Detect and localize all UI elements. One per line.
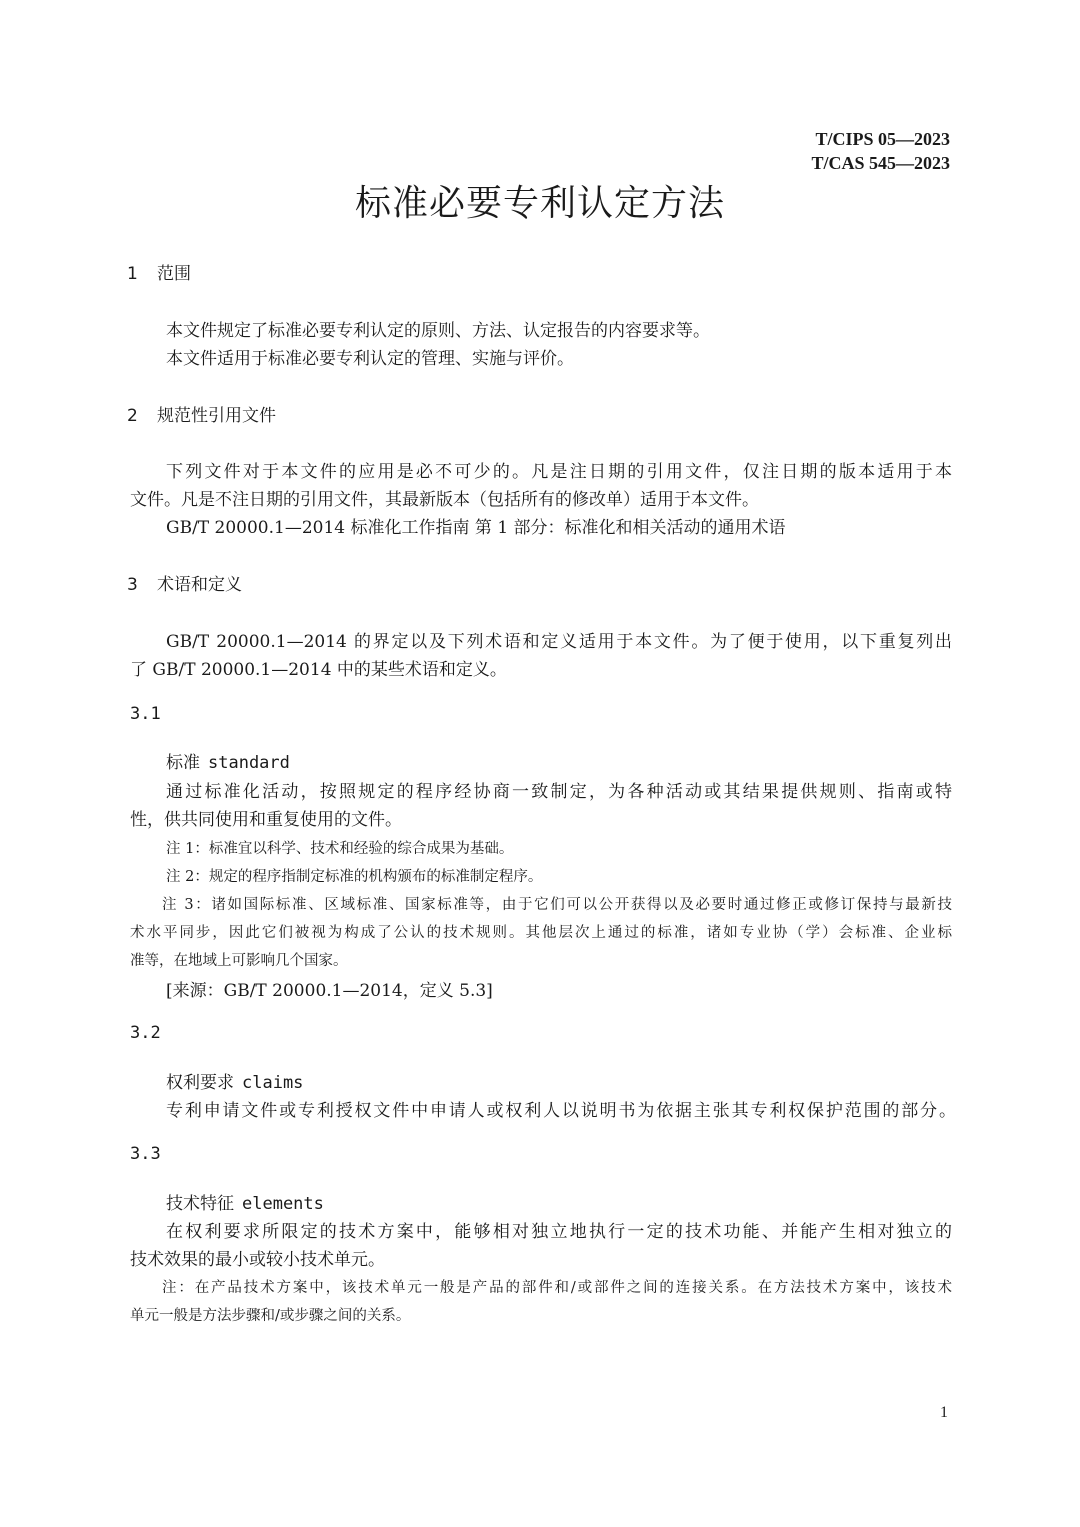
definition-line-1: 专利申请文件或专利授权文件中申请人或权利人以说明书为依据主张其专利权保护范围的部分。 xyxy=(166,1101,956,1121)
term-en: elements xyxy=(242,1194,324,1214)
section-number: 3 xyxy=(127,575,138,595)
section-number: 2 xyxy=(127,406,138,426)
definition-line-1: 通过标准化活动，按照规定的程序经协商一致制定，为各种活动或其结果提供规则、指南或特 xyxy=(166,782,952,802)
page-number: 1 xyxy=(940,1404,948,1421)
clause-number: 3.1 xyxy=(130,704,161,724)
note-3-line-2: 术水平同步，因此它们被视为构成了公认的技术规则。其他层次上通过的标准，诸如专业协（学）会标准、企业标 xyxy=(130,925,952,941)
note-3-line-3: 准等，在地域上可影响几个国家。 xyxy=(130,953,348,969)
standard-number-cas: T/CAS 545—2023 xyxy=(811,153,950,173)
clause-number: 3.2 xyxy=(130,1023,161,1043)
note-3-line-1: 注 3：诸如国际标准、区域标准、国家标准等，由于它们可以公开获得以及必要时通过修正或修订保持与最新技 xyxy=(162,897,952,913)
section-title: 范围 xyxy=(157,264,191,284)
term-en: claims xyxy=(242,1073,304,1093)
section-title: 术语和定义 xyxy=(157,575,242,595)
definition-line-2: 技术效果的最小或较小技术单元。 xyxy=(130,1250,385,1270)
section-title: 规范性引用文件 xyxy=(157,406,276,426)
standard-number-cips: T/CIPS 05—2023 xyxy=(815,129,950,149)
document-title: 标准必要专利认定方法 xyxy=(354,183,725,224)
scope-paragraph-1: 本文件规定了标准必要专利认定的原则、方法、认定报告的内容要求等。 xyxy=(166,321,710,341)
term-standard xyxy=(166,751,290,775)
note-line-2: 单元一般是方法步骤和/或步骤之间的关系。 xyxy=(130,1308,411,1324)
term-en: standard xyxy=(208,753,290,773)
term-zh: 技术特征 xyxy=(166,1194,234,1214)
terms-paragraph-line-1: GB/T 20000.1—2014 的界定以及下列术语和定义适用于本文件。为了便于使用，以下重复列出 xyxy=(166,632,952,652)
section-heading-normative-references xyxy=(127,404,276,428)
references-paragraph-line-1: 下列文件对于本文件的应用是必不可少的。凡是注日期的引用文件，仅注日期的版本适用于本 xyxy=(166,462,952,482)
section-heading-terms xyxy=(127,573,242,597)
section-number: 1 xyxy=(127,264,138,284)
term-claims xyxy=(166,1071,303,1095)
terms-paragraph-line-2: 了 GB/T 20000.1—2014 中的某些术语和定义。 xyxy=(130,660,507,680)
note-1: 注 1：标准宜以科学、技术和经验的综合成果为基础。 xyxy=(166,841,514,857)
note-line-1: 注：在产品技术方案中，该技术单元一般是产品的部件和/或部件之间的连接关系。在方法技术方案中，该技术 xyxy=(162,1280,952,1296)
note-2: 注 2：规定的程序指制定标准的机构颁布的标准制定程序。 xyxy=(166,869,543,885)
term-elements xyxy=(166,1192,324,1216)
section-heading-scope xyxy=(127,262,191,286)
references-paragraph-line-2: 文件。凡是不注日期的引用文件，其最新版本（包括所有的修改单）适用于本文件。 xyxy=(130,490,759,510)
term-source: [来源：GB/T 20000.1—2014，定义 5.3] xyxy=(166,981,493,1001)
term-zh: 权利要求 xyxy=(166,1073,234,1093)
clause-number: 3.3 xyxy=(130,1144,161,1164)
definition-line-1: 在权利要求所限定的技术方案中，能够相对独立地执行一定的技术功能、并能产生相对独立的 xyxy=(166,1222,952,1242)
term-zh: 标准 xyxy=(166,753,200,773)
definition-line-2: 性，供共同使用和重复使用的文件。 xyxy=(130,810,402,830)
reference-entry: GB/T 20000.1—2014 标准化工作指南 第 1 部分：标准化和相关活动的通用术语 xyxy=(166,518,786,538)
scope-paragraph-2: 本文件适用于标准必要专利认定的管理、实施与评价。 xyxy=(166,349,574,369)
